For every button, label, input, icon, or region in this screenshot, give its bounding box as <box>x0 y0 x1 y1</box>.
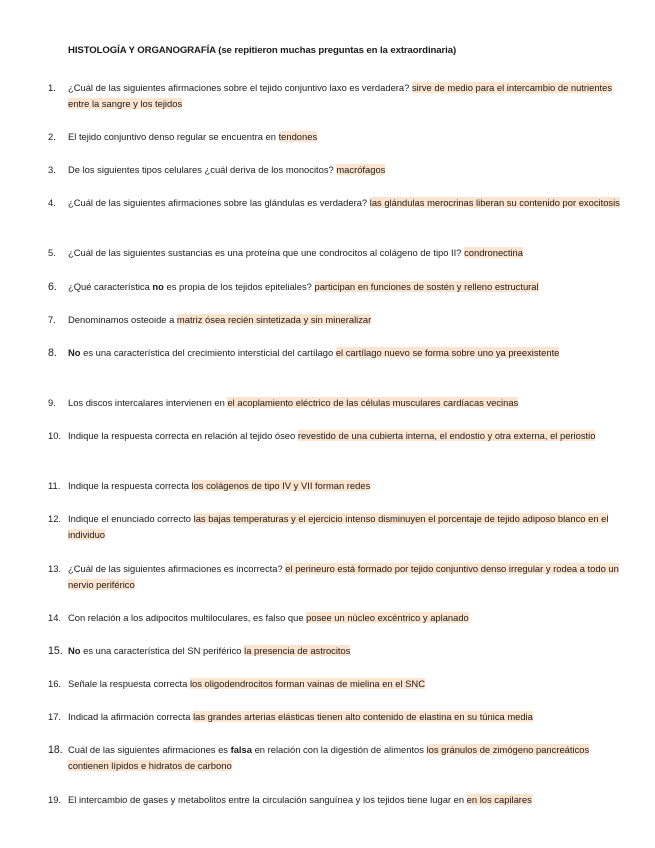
highlighted-answer: los colágenos de tipo IV y VII forman redes <box>191 480 371 491</box>
question-stem: Indique la respuesta correcta <box>68 480 192 491</box>
question-stem: El intercambio de gases y metabolitos entre la circulación sanguínea y los tejidos tiene lugar en <box>68 794 467 805</box>
question-stem: Indicad la afirmación correcta <box>68 711 194 722</box>
highlighted-answer: las bajas temperaturas y el ejercicio intenso disminuyen el porcentaje de tejido adiposo blanco en el individuo <box>68 513 609 540</box>
highlighted-answer: posee un núcleo excéntrico y aplanado <box>306 612 469 623</box>
question-text <box>68 279 628 295</box>
question-text <box>68 676 628 692</box>
question-text <box>68 709 628 725</box>
question-number: 14. <box>48 612 62 623</box>
question-text <box>68 792 628 808</box>
question-stem: Indique el enunciado correcto <box>68 513 194 524</box>
question-prefix: ¿Qué característica <box>68 281 153 292</box>
question-text <box>68 345 628 361</box>
question-text <box>68 511 628 543</box>
question-stem: Indique la respuesta correcta en relación al tejido óseo <box>68 430 298 441</box>
highlighted-answer: las glándulas merocrinas liberan su contenido por exocitosis <box>369 197 620 208</box>
question-stem: ¿Cuál de las siguientes afirmaciones sobre el tejido conjuntivo laxo es verdadera? <box>68 82 412 93</box>
question-stem: es una característica del SN periférico <box>80 645 245 656</box>
question-number: 15. <box>48 645 63 657</box>
question-text <box>68 245 628 261</box>
highlighted-answer: tendones <box>278 131 318 142</box>
highlighted-answer: macrófagos <box>336 164 386 175</box>
question-stem: Denominamos osteoide a <box>68 314 177 325</box>
question-number: 13. <box>48 563 62 574</box>
highlighted-answer: la presencia de astrocitos <box>244 645 351 656</box>
highlighted-answer: los oligodendrocitos forman vainas de mielina en el SNC <box>189 678 425 689</box>
question-number: 16. <box>48 678 62 689</box>
highlighted-answer: el perineuro está formado por tejido conjuntivo denso irregular y rodea a todo un nervio periférico <box>68 563 619 590</box>
question-number: 1. <box>48 82 56 93</box>
question-text <box>68 643 628 659</box>
highlighted-answer: el cartílago nuevo se forma sobre uno ya preexistente <box>335 347 560 358</box>
question-stem: De los siguientes tipos celulares ¿cuál deriva de los monocitos? <box>68 164 337 175</box>
question-text <box>68 478 628 494</box>
question-text <box>68 129 628 145</box>
question-stem: es propia de los tejidos epiteliales? <box>163 281 315 292</box>
question-number: 5. <box>48 247 56 258</box>
question-number: 19. <box>48 794 62 805</box>
question-stem: en relación con la digestión de alimentos <box>251 744 427 755</box>
question-text <box>68 80 628 112</box>
question-emphasis: falsa <box>230 744 252 755</box>
question-stem: ¿Cuál de las siguientes afirmaciones sobre las glándulas es verdadera? <box>68 197 370 208</box>
question-number: 17. <box>48 711 62 722</box>
highlighted-answer: el acoplamiento eléctrico de las células musculares cardíacas vecinas <box>227 397 519 408</box>
question-stem: El tejido conjuntivo denso regular se encuentra en <box>68 131 279 142</box>
question-text <box>68 742 628 774</box>
question-stem: ¿Cuál de las siguientes sustancias es una proteína que une condrocitos al colágeno de tipo II? <box>68 247 465 258</box>
question-emphasis: no <box>152 281 164 292</box>
question-number: 2. <box>48 131 56 142</box>
question-number: 6. <box>48 281 57 293</box>
question-text <box>68 610 628 626</box>
question-text <box>68 561 628 593</box>
question-emphasis: No <box>68 645 81 656</box>
question-stem: ¿Cuál de las siguientes afirmaciones es incorrecta? <box>68 563 286 574</box>
highlighted-answer: matriz ósea recién sintetizada y sin mineralizar <box>176 314 372 325</box>
title-main: HISTOLOGÍA Y ORGANOGRAFÍA <box>68 45 216 56</box>
highlighted-answer: participan en funciones de sostén y relleno estructural <box>314 281 539 292</box>
question-stem: Los discos intercalares intervienen en <box>68 397 228 408</box>
question-number: 4. <box>48 197 56 208</box>
question-text <box>68 395 628 411</box>
highlighted-answer: las grandes arterias elásticas tienen alto contenido de elastina en su túnica media <box>193 711 533 722</box>
question-emphasis: No <box>68 347 81 358</box>
title-note: (se repitieron muchas preguntas en la extraordinaria) <box>218 45 457 56</box>
question-number: 11. <box>48 480 61 491</box>
question-text <box>68 195 628 211</box>
highlighted-answer: condronectina <box>464 247 523 258</box>
question-number: 18. <box>48 744 63 756</box>
highlighted-answer: revestido de una cubierta interna, el endostio y otra externa, el periostio <box>297 430 596 441</box>
question-prefix: Cuál de las siguientes afirmaciones es <box>68 744 231 755</box>
question-number: 10. <box>48 430 62 441</box>
question-stem: Señale la respuesta correcta <box>68 678 190 689</box>
question-number: 7. <box>48 314 56 325</box>
highlighted-answer: los gránulos de zimógeno pancreáticos contienen lípidos e hidratos de carbono <box>68 744 590 771</box>
question-stem: Con relación a los adipocitos multiloculares, es falso que <box>68 612 307 623</box>
question-stem: es una característica del crecimiento intersticial del cartílago <box>80 347 336 358</box>
question-text <box>68 312 628 328</box>
highlighted-answer: en los capilares <box>466 794 532 805</box>
question-text <box>68 162 628 178</box>
question-number: 3. <box>48 164 56 175</box>
question-number: 8. <box>48 347 57 359</box>
question-text <box>68 428 628 444</box>
question-number: 9. <box>48 397 56 408</box>
document-title <box>68 45 456 56</box>
question-number: 12. <box>48 513 62 524</box>
highlighted-answer: sirve de medio para el intercambio de nutrientes entre la sangre y los tejidos <box>68 82 613 109</box>
